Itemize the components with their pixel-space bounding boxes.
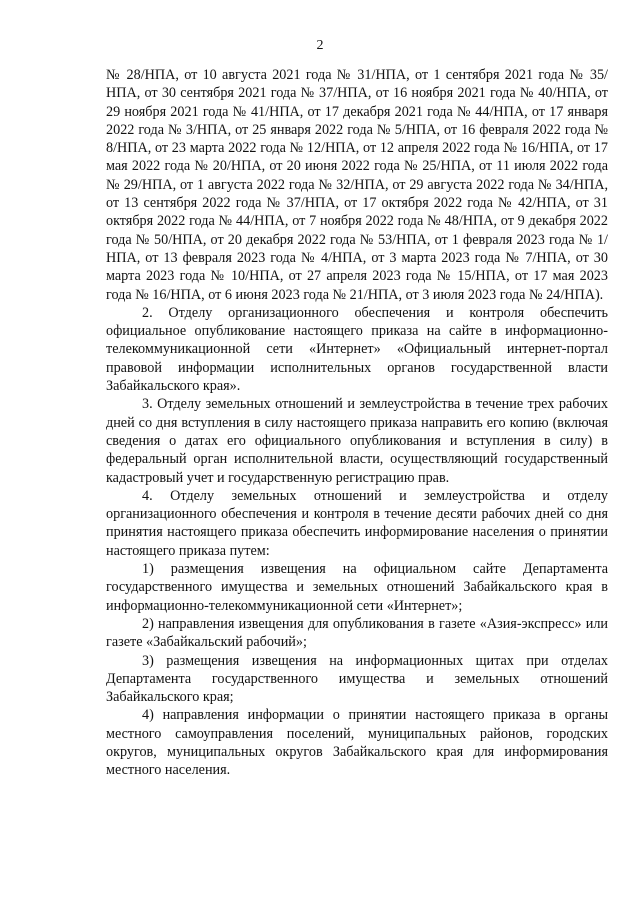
paragraph-list-continuation: № 28/НПА, от 10 августа 2021 года № 31/НПА, от 1 сентября 2021 года № 35/НПА, от 30 сентября 2021 года № 37/НПА, от 16 ноября 2021 года № 40/НПА, от 29 ноября 2021 года № 41/НПА, от 17 декабря 2021 года № 44/НПА, от 17 января 2022 года № 3/НПА, от 25 января 2022 года № 5/НПА, от 16 февраля 2022 года № 8/НПА, от 23 марта 2022 года № 12/НПА, от 12 апреля 2022 года № 16/НПА, от 17 мая 2022 года № 20/НПА, от 20 июня 2022 года № 25/НПА, от 11 июля 2022 года № 29/НПА, от 1 августа 2022 года № 32/НПА, от 29 августа 2022 года № 34/НПА, от 13 сентября 2022 года № 37/НПА, от 17 октября 2022 года № 42/НПА, от 31 октября 2022 года № 44/НПА, от 7 ноября 2022 года № 48/НПА, от 9 декабря 2022 года № 50/НПА, от 20 декабря 2022 года № 53/НПА, от 1 февраля 2023 года № 1/НПА, от 13 февраля 2023 года № 4/НПА, от 3 марта 2023 года № 7/НПА, от 30 марта 2023 года № 10/НПА, от 27 апреля 2023 года № 15/НПА, от 17 мая 2023 года № 16/НПА, от 6 июня 2023 года № 21/НПА, от 3 июля 2023 года № 24/НПА).	[106, 67, 608, 303]
clause-4: 4. Отделу земельных отношений и землеустройства и отделу организационного обеспечения и контроля в течение десяти рабочих дней со дня принятия настоящего приказа обеспечить информирование населения о принятии настоящего приказа путем:	[106, 487, 608, 559]
clause-4-subitem-3: 3) размещения извещения на информационных щитах при отделах Департамента государственного имущества и земельных отношений Забайкальского края;	[106, 652, 608, 706]
clause-4-subitem-4: 4) направления информации о принятии настоящего приказа в органы местного самоуправления поселений, муниципальных районов, городских округов, муниципальных округов Забайкальского края для информирования местного населения.	[106, 707, 608, 779]
clause-2: 2. Отделу организационного обеспечения и контроля обеспечить официальное опубликование настоящего приказа на сайте в информационно-телекоммуникационной сети «Интернет» «Официальный интернет-портал правовой информации исполнительных органов государственной власти Забайкальского края».	[106, 304, 608, 395]
clause-4-subitem-2: 2) направления извещения для опубликования в газете «Азия-экспресс» или газете «Забайкальский рабочий»;	[106, 615, 608, 651]
document-body	[106, 66, 608, 780]
page-number: 2	[316, 38, 324, 53]
clause-4-subitem-1: 1) размещения извещения на официальном сайте Департамента государственного имущества и земельных отношений Забайкальского края в информационно-телекоммуникационной сети «Интернет»;	[106, 561, 608, 614]
clause-3: 3. Отделу земельных отношений и землеустройства в течение трех рабочих дней со дня вступления в силу настоящего приказа направить его копию (включая сведения о датах его официального опубликования и вступления в силу) в федеральный орган исполнительной власти, осуществляющий государственный кадастровый учет и государственную регистрацию прав.	[106, 396, 608, 486]
